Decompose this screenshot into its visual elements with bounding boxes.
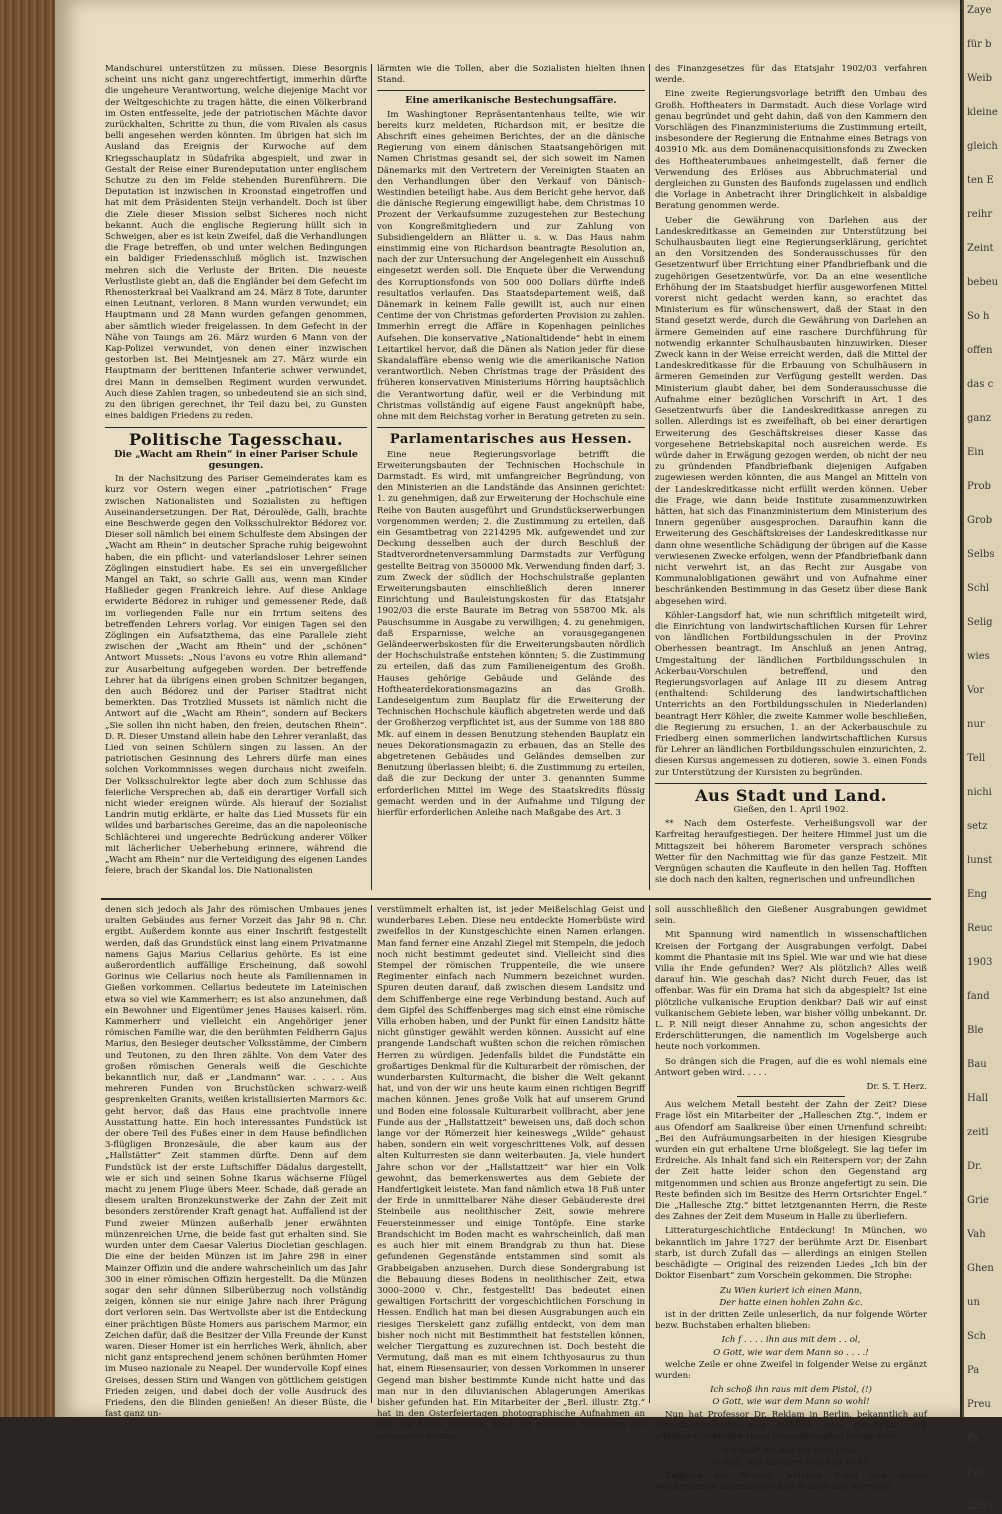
ergaenzung-paragraph: welche Zeile er ohne Zweifel in folgender Weise zu ergänzt wurden:	[655, 1359, 927, 1381]
next-page-fragment: un	[967, 1297, 980, 1308]
next-page-fragment: gleich	[967, 141, 998, 152]
next-page-fragment: Weib	[967, 73, 992, 84]
eisenbart-paragraph: Litteraturgeschichtliche Entdeckung! In München, wo bekanntlich im Jahre 1727 der berühmte Arzt Dr. Eisenbart starb, ist durch Zufall das — allerdings an einigen Stellen beschädigte — Original des reizenden Liedes „Ich bin der Doktor Eisenbart“ zum Vorschein gekommen. Die Strophe:	[655, 1226, 927, 1282]
next-page-fragment: lunst	[967, 855, 993, 866]
next-page-fragment: Selbs	[967, 549, 995, 560]
divider	[377, 427, 645, 428]
next-page-fragment: Pa	[967, 1365, 980, 1376]
next-page-fragment: So h	[967, 311, 990, 322]
spannung-paragraph: Mit Spannung wird namentlich in wissenschaftlichen Kreisen der Fortgang der Ausgrabungen verfolgt. Dabei kommt die Phantasie mit ins Spiel. Wie war und wie hat diese Villa ihr Ende gefunden? Wer? Als plötzlich? Alles weiß darauf hin. Wie geschah das? Nicht durch Feuer, das ist offenbar. Was für ein Drama hat sich da abgespielt? Ist eine plötzliche vulkanische Eruption denkbar? Daß wir auf einst vulkanischem Gebiete leben, war bisher völlig unbekannt. Dr. L. P. Nill neigt dieser Annahme zu, schon angesichts der Erderschütterungen, die namentlich im Vogelsberge auch heute noch vorkommen.	[655, 930, 927, 1053]
newspaper-page	[55, 0, 960, 1492]
amerika-paragraph: Im Washingtoner Repräsentantenhaus teilte, wie wir bereits kurz meldeten, Richardson mit, er besitze die Abschrift eines geheimen Berichtes, der an die dänische Regierung von einem dänischen Staatsangehörigen mit Namen Christmas gesandt sei, der sich soweit im Namen Dänemarks mit den Vertretern der Vereinigten Staaten an den Verhandlungen über den Verkauf von Dänisch-Westindien beteiligt habe. Aus dem Bericht gehe hervor, daß die dänische Regierung eingewilligt habe, dem Christmas 10 Prozent der Verkaufsumme zuzugestehen zur Bestechung von Kongreßmitgliedern und zur Zahlung von Subsidiengeldern an Blätter u. s. w. Das Haus nahm einstimmig eine von Richardson beantragte Resolution an, nach der zur Untersuchung der Angelegenheit ein Ausschuß eingesetzt werden soll. Die Enquete über die Verwendung des Korruptionsfonds von 500 000 Dollars dürfte indeß resultatlos verlaufen. Das Staatsdepartement weiß, daß Dänemark in keinem Falle gewillt ist, auch nur einen Centime der von Christmas geforderten Provision zu zahlen. Immerhin erregt die Affäre in Kopenhagen peinliches Aufsehen. Die konservative „Nationaltidende“ hebt in einem Leitartikel hervor, daß die Dänen als Nation jeder für diese Skandalaffäre ebenso wenig wie die amerikanische Nation verantwortlich. Neben Christmas trage der Präsident des früheren konservativen Ministeriums Hörring hauptsächlich die Verantwortung dafür, weil er die Verbindung mit Christmas vollständig auf eigene Faust angeknüpft habe, ohne mit dem Reichstag vorher in Beratung getreten zu sein.	[377, 109, 645, 423]
next-page-fragment: Grie	[967, 1195, 989, 1206]
divider	[737, 1096, 846, 1097]
next-page-fragment: Ein	[967, 447, 984, 458]
column-rule	[649, 905, 650, 1403]
next-page-fragment: Dr.	[967, 1161, 982, 1172]
next-page-fragment: Ble	[967, 1025, 984, 1036]
verse-line: Ich f . . . . ihn aus mit dem . . ol,	[721, 1335, 861, 1346]
roemische-villa-paragraph: denen sich jedoch als Jahr des römischen Umbaues jenes uralten Gebäudes aus ferner Vorzeit das Jahr 98 n. Chr. ergibt. Außerdem konnte aus einer Inschrift festgestellt werden, daß das Grundstück einst lang einem Privatmanne namens Gajus Marius Cellarius gehörte. Es ist eine außerordentlich auffällige Erscheinung, daß sowohl Gorinus wie Cellarius noch heute als Familiennamen in Gießen vorkommen. Cellarius bedeutete im Lateinischen etwa so viel wie Kammerherr; es ist also anzunehmen, daß ein Bewohner und Eigentümer jenes Hauses kaiserl. röm. Kammerherr und vielleicht ein Angehöriger jener römischen Familie war, die den berühmten Feldherrn Gajus Marius, den Besieger deutscher Volksstämme, der Cimbern und Teutonen, zu den Ihren zählte. Von dem Vater des großen römischen Generals weiß die Geschichte bekanntlich nur, daß er „Landmann“ war. . . . . Aus mehreren Funden von Bruchstücken schwarz-weiß gesprenkelten Granits, weißen kristallisierten Marmors &c. geht hervor, daß das Haus eine prachtvolle innere Ausstattung hatte. Ein hoch interessantes Fundstück ist der obere Teil des Fußes einer in dem Hause befindlichen 3-flügligen Bronzesäule, die aber kaum aus der „Hallstätter“ Zeit stammen dürfte. Denn auf dem Fundstück ist der erste Luftschiffer Dädalus dargestellt, wie er sich und seinen Sohne Ikarus wächserne Flügel macht zu jenem Fluge übers Meer. Schade, daß gerade an diesem uralten Bronzekunstwerke der Zahn der Zeit mit besonders zerstörender Kraft genagt hat. Auffallend ist der Fund zweier Münzen außerhalb jener erwähnten münzenreichen Urne, die beide fast gut erhalten sind. Sie wurden unter dem Caesar Valerius Diocletian geschlagen. Die eine der beiden Münzen ist im Jahre 298 in einer Mainzer Offizin und die andere wahrscheinlich um das Jahr 300 in einer römischen Offizin hergestellt. Da die Münzen sogar den sehr dünnen Silberüberzug noch vollständig zeigen, können sie nur einige Jahre nach ihrer Prägung dort verloren sein. Das Wertvollste aber ist die Entdeckung einer prächtigen Büste Homers aus parischem Marmor, ein Zeichen dafür, daß die Besitzer der Villa Freunde der Kunst waren. Dieser Homer ist ein herrliches Werk, ähnlich, aber nicht ganz entsprechend jenem schönen berühmten Homer im Museo nazionale zu Neapel. Der wundervolle Kopf eines Greises, dessen Stirn und Wangen von göttlichem geistigen Frieden zeigen, und dabei doch der volle Ausdruck des Friedens, den die Blinden genießen! An dieser Büste, die fast ganz un-	[105, 905, 367, 1420]
next-page-fragment: Prob	[967, 481, 991, 492]
next-page-fragment: das c	[967, 379, 994, 390]
bottom-column-2	[377, 905, 645, 1442]
next-page-fragment: bebeu	[967, 277, 999, 288]
book-spine-edge	[0, 0, 55, 1417]
verse-line: Ich schoß ihn raus mit dem Pistol, (!)	[710, 1385, 872, 1396]
next-page-fragment: Vor	[967, 685, 985, 696]
next-page-fragment: Grob	[967, 515, 993, 526]
verse-line: Ich spül' ihn aus mit dem Odol,	[723, 1446, 859, 1457]
next-page-fragment: reihr	[967, 209, 993, 220]
hessen-paragraph: Eine neue Regierungsvorlage betrifft die Erweiterungsbauten der Technischen Hochschule in Darmstadt. Es wird, mit umfangreicher Begründung, von den Ministerien an die Landstände das Ansinnen gerichtet: 1. zu genehmigen, daß zur Erweiterung der Hochschule eine Reihe von Bauten ausgeführt und Grundstückserwerbungen vorgenommen werden; 2. die Zustimmung zu erteilen, daß ein Gesamtbetrag von 2214295 Mk. aufgewendet und zur Deckung desselben auch der durch Beschluß der Stadtverordnetenversammlung Darmstadts zur Verfügung gestellte Beitrag von 350000 Mk. Verwendung finden darf; 3. zum Zweck der südlich der Hochschulstraße geplanten Erweiterungsbauten einschließlich deren innerer Einrichtung und Bauleistungskosten für das Etatsjahr 1902/03 die erste Baurate im Betrag von 558700 Mk. als Pauschsumme in Ausgabe zu verwilligen; 4. zu genehmigen, daß Ersparnisse, welche an vorausgegangenen Geländeerwerbskosten für die Erweiterungsbauten nördlich der Hochschulstraße entstehen könnten; 5. die Zustimmung zu erteilen, daß das zum Familieneigentum des Großh. Hauses gehörige Gebäude und Gelände des Hoftheaterdekorationsmagazins an das Großh. Landeseigentum zum Bauplatz für die Erweiterung der Technischen Hochschule käuflich abgetreten werde und daß der Großherzog verpflichtet ist, aus der Summe von 188 880 Mk. auf einem in dessen Benutzung stehenden Bauplatz ein neues Dekorationsmagazin zu erbauen, das an Stelle des abgetretenen Gebäudes und Geländes demselben zur Benutzung überlassen bleibt; 6. die Zustimmung zu erteilen, daß die zur Deckung der unter 3. genannten Summe erforderlichen Mittel im Wege des Staatskredits flüssig gemacht werden und in der Aufnahme und Tilgung der hierfür erforderlichen Anleihe nach Maßgabe des Art. 3	[377, 449, 645, 818]
article-title-wacht: Die „Wacht am Rhein“ in einer Pariser Schule gesungen.	[114, 448, 358, 471]
top-column-1	[105, 64, 367, 892]
top-column-2	[377, 64, 645, 892]
next-page-fragment: 2555	[967, 1501, 993, 1512]
section-title-politische: Politische Tagesschau.	[128, 429, 344, 449]
next-page-edge	[962, 0, 1002, 1512]
next-page-fragment: fand	[967, 991, 990, 1002]
next-page-fragment: Preu	[967, 1399, 991, 1410]
next-page-fragment: nur	[967, 719, 985, 730]
bottom-column-3	[655, 905, 927, 1492]
next-page-fragment: 1903	[967, 957, 993, 968]
zahnmittel-paragraph: Zugleich ein Beweis, welchen Rufes sich dieses weltberühmte Zahnmittel schon in alter Zeit erfreute!	[655, 1470, 927, 1492]
section-divider	[101, 898, 931, 900]
wacht-paragraph: In der Nachsitzung des Pariser Gemeinderates kam es kurz vor Ostern wegen einer „patriotischen“ Frage zwischen Nationalisten und Sozialisten zu heftigen Auseinandersetzungen. Der Rat, Déroulède, Galli, brachte eine Beschwerde gegen den Volksschulrektor Bédorez vor. Dieser soll nämlich bei einem Schulfeste dem Absingen der „Wacht am Rhein“ in deutscher Sprache ruhig beigewohnt haben, die ein pflicht- und vaterlandsloser Lehrer seinen Zöglingen einstudiert habe. Es sei ein unvergeßlicher Mangel an Takt, so schrie Galli aus, wenn man Kinder Haßlieder gegen Frankreich lehre. Auf diese Anklage erwiderte Bédorez in ruhiger und gemessener Rede, daß im vorliegenden Falle nur ein Irrtum seitens des betreffenden Lehrers vorlag. Vor einigen Tagen sei den Zöglingen ein Aufsatzthema, das eine Parallele zieht zwischen der „Wacht am Rhein“ und der „schönen“ Antwort Mussets: „Nous l'avons eu votre Rhin allemand“ zur Ausarbeitung aufgegeben worden. Der betreffende Lehrer hat da übrigens einen groben Schnitzer begangen, den auch Bédorez und der Pariser Stadtrat nicht bemerkten. Das Trotzlied Mussets ist nämlich nicht die Antwort auf die „Wacht am Rhein“, sondern auf Beckers „Sie sollen ihn nicht haben, den freien, deutschen Rhein“. D. R. Dieser Umstand allein habe den Lehrer veranlaßt, das Lied von seinen Schülern singen zu lassen. An der patriotischen Gesinnung des Lehrers dürfe man eines solchen Vorkommnisses wegen durchaus nicht zweifeln. Der Volksschulrektor legte aber doch zum Schlusse das feierliche Versprechen ab, daß ein derartiger Vorfall sich nicht wieder ereignen würde. Als hierauf der Sozialist Landrin mutig erklärte, er halte das Lied Mussets für ein wildes und barbarisches Gereime, das an die napoleonische Schlächterei und ungerechte Bedrückung anderer Völker mit lächerlicher Ueberhebung erinnere, während die „Wacht am Rhein“ nur die Verteidigung des eigenen Landes feiere, brach der Skandal los. Die Nationalisten	[105, 474, 367, 877]
next-page-fragment: Zaye	[967, 5, 992, 16]
next-page-fragment: Reuc	[967, 923, 993, 934]
reklam-paragraph: Nun hat Professor Dr. Reklam in Berlin, bekanntlich auf litteraturgeschichtlichem Gebiete eine Celebrität, mit offenbar glücklicher Hand folgendermaßen interpoliert:	[655, 1409, 927, 1442]
fragen-paragraph: So drängen sich die Fragen, auf die es wohl niemals eine Antwort geben wird. . . . .	[655, 1056, 927, 1078]
hoftheater-paragraph: Eine zweite Regierungsvorlage betrifft den Umbau des Großh. Hoftheaters in Darmstadt. Auch diese Vorlage wird genau begründet und geht dahin, daß von den Kammern den Vorschlägen des Finanzministeriums die Zustimmung erteilt, insbesondere der Regierung die Entnahme eines Betrags von 403910 Mk. aus dem Domänenacquisitionsfonds zu Zwecken des Hoftheaterumbaues anheimgestellt, daß ferner die Verwendung des Erlöses aus Abbruchmaterial und dergleichen zu Gunsten des Baufonds zugelassen und endlich die Vorlage in Anbetracht ihrer Dringlichkeit in alsbaldige Beratung genommen werde.	[655, 89, 927, 212]
next-page-fragment: Pap	[967, 1467, 986, 1478]
homerbueste-paragraph: verstümmelt erhalten ist, ist jeder Meißelschlag Geist und wunderbares Leben. Diese neu entdeckte Homerbüste wird zweifellos in der Kunstgeschichte einen Namen erlangen. Man fand ferner eine Anzahl Ziegel mit Stempeln, die jedoch noch nicht bestimmt gedeutet sind. Vielleicht sind dies Stempel der römischen Truppenteile, die wie unsere Regimenter einfach nach Nummern bezeichnet wurden. Spuren deuten darauf, daß zwischen diesem Landsitz und dem Schiffenberge eine rege Verbindung bestand. Auch auf dem Gipfel des Schiffenberges mag sich einst eine römische Villa erhoben haben, und der Punkt für einen Landsitz hätte nicht günstiger gewählt werden können. Aussicht auf eine prangende Landschaft wußten schon die reichen römischen Herren zu würdigen. Jedenfalls bildet die Fundstätte ein großartiges Denkmal für die Kulturarbeit der römischen, der wunderbarsten Kulturmacht, die bisher die Welt gekannt hat, und von der wir uns heute kaum einen richtigen Begriff machen können. Jenes große Volk hat auf unserem Grund und Boden eine folossale Kulturarbeit vollbracht, aber jene Funde aus der „Hallstattzeit“ beweisen uns, daß doch schon lange vor der Römerzeit hier keineswegs „Wilde“ gehaust haben, sondern ein weit vorgeschrittenes Volk, auf dessen alten Kulturresten sie dann weiterbauten. Ja, viele hundert Jahre schon vor der „Hallstattzeit“ war hier ein Volk gewohnt, das bemerkenswertes aus dem Gebiete der Handfertigkeit leistete. Man fand nämlich etwa 18 Fuß unter der Erde in unmittelbarer Nähe dieser Gebäudereste drei Steinbeile aus neolithischer Zeit, sowie mehrere Feuersteinmesser und einige Tontöpfe. Eine starke Brandschicht im Boden macht es wahrscheinlich, daß man es auch hier mit einem Brandgrab zu thun hat. Diese gefundenen Gegenstände entstammen sind somit als Grabbeigaben anzusehen. Durch diese Sondergrabung ist die Bebauung dieses Bodens in neolithischer Zeit, etwa 3000–2000 v. Chr., festgestellt! Das bedeutet einen gewaltigen Fortschritt der vorgeschichtlichen Forschung in Hessen. Endlich hat man bei diesen Ausgrabungen auch ein riesiges Tierskelett ganz zufällig entdeckt, von dem man bisher noch nicht mit Bestimmtheit hat feststellen können, welcher Tiergattung es zuzurechnen ist. Doch besteht die Vermutung, daß man es mit einem Ichthyosaurus zu thun hat, einem Riesensaurier, von dessen Vorkommen in unserer Gegend man bisher bestimmte Kunde nicht hatte und das man nur in den diluvianischen Ablagerungen Amerikas bisher gefunden hat. Ein Mitarbeiter der „Berl. illustr. Ztg.“ hat in den Osterfeiertagen photographische Aufnahmen an Ort und Stelle gemacht. Eine der nächsten Nummern des genannten Blattes	[377, 905, 645, 1442]
next-page-fragment: Pa	[967, 1433, 980, 1444]
next-page-fragment: Schl	[967, 583, 990, 594]
divider	[655, 783, 927, 784]
ausgrabungen-continuation: soll ausschließlich den Gießener Ausgrabungen gewidmet sein.	[655, 905, 927, 927]
next-page-fragment: Vah	[967, 1229, 986, 1240]
verse-line: Zu Wien kuriert ich einen Mann,	[719, 1285, 863, 1296]
section-title-hessen: Parlamentarisches aus Hessen.	[389, 432, 633, 448]
verse-line: O Gott, wie war dem Mann so wohl!	[712, 1458, 870, 1469]
next-page-fragment: für b	[967, 39, 992, 50]
next-page-fragment: ten E	[967, 175, 994, 186]
divider	[105, 427, 367, 428]
top-column-3	[655, 64, 927, 892]
next-page-fragment: setz	[967, 821, 988, 832]
next-page-fragment: zeitl	[967, 1127, 989, 1138]
next-page-fragment: nichi	[967, 787, 992, 798]
dateline: Gießen, den 1. April 1902.	[733, 805, 849, 815]
column-rule	[371, 905, 372, 1403]
verse-line: O Gott, wie war dem Mann so wohl!	[712, 1397, 870, 1408]
osterfest-paragraph: ** Nach dem Osterfeste. Verheißungsvoll war der Karfreitag heraufgestiegen. Der heitere Himmel just um die Mittagszeit bei höherem Barometer versprach schönes Wetter für den Nachmittag wie für das ganze Festzeit. Mit Vergnügen schauten die Kaufleute in den hellen Tag. Hofften sie doch nach den kalten, regnerischen und unfreundlichen	[655, 819, 927, 886]
landeskreditkasse-paragraph: Ueber die Gewährung von Darlehen aus der Landeskreditkasse an Gemeinden zur Unterstützung bei Schulhausbauten liegt eine Regierungserklärung, gerichtet an den Vorsitzenden des Sonderausschusses für den Gesetzentwurf über Errichtung einer Pfandbriefbank und die zugehörigen Gesetzentwürfe, vor. Da an eine wesentliche Erhöhung der im Staatsbudget hierfür ausgeworfenen Mittel vorerst nicht gedacht werden kann, so erachtet das Ministerium es für wünschenswert, daß der Staat in den Stand gesetzt werde, durch die Gewährung von Darlehen an ärmere Gemeinden auf eine raschere Durchführung für notwendig erkannter Schulhausbauten hinzuwirken. Dieser Zweck kann in der Weise erreicht werden, daß die Mittel der Landeskreditkasse für die Erbauung von Schulhäusern in ärmeren Gemeinden zur Verfügung gestellt werden. Das Ministerium glaubt daher, bei dem Sonderausschusse die Aufnahme einer bezüglichen Vorschrift in Art. 1 des Gesetzentwurfs über die Landeskreditkasse anregen zu sollen. Allerdings ist es zweifelhaft, ob bei einer derartigen Erweiterung des Geschäftskreises dieser Kasse das vorgesehene Betriebskapital noch ausreichen werde. Es würde daher in Erwägung gezogen werden, ob nicht der neu zu gründenden Pfandbriefbank diejenigen Aufgaben zugewiesen werden könnten, die aus Mangel an Mitteln von der Landeskreditkasse nicht erfüllt werden können. Ueber die Frage, wie dann beide Institute zusammenzuwirken hätten, hat sich das Finanzministerium dem Ministerium des Innern gegenüber ausgesprochen. Daraufhin kann die Erweiterung des Geschäftskreises der Landeskreditkasse nur dann ohne wesentliche Schädigung der übrigen auf die Kasse verwiesenen Zwecke erfolgen, wenn der Pfandbriefbank dann nicht verwehrt ist, an das Recht zur Ausgabe von Kommunalobligationen gewährt und von Aufnahme einer beschränkenden Bestimmung in das Gesetz über diese Bank abgesehen wird.	[655, 215, 927, 607]
finanzgesetz-continuation: des Finanzgesetzes für das Etatsjahr 1902/03 verfahren werde.	[655, 64, 927, 86]
next-page-fragments	[964, 0, 1002, 1514]
column-rule	[371, 64, 372, 890]
divider	[377, 90, 645, 91]
next-page-fragment: Zeint	[967, 243, 994, 254]
zahn-der-zeit-paragraph: Aus welchem Metall besteht der Zahn der Zeit? Diese Frage löst ein Mitarbeiter der „Halleschen Ztg.“, indem er aus Ofendorf am Saalkreise über einen Urnenfund schreibt: „Bei den Aufräumungsarbeiten in der hiesigen Kiesgrube wurden ein gut erhaltene Urne bloßgelegt. Sie lag tiefer im Erdreiche. Als Inhalt fand sich ein Reiterspern vor; der Zahn der Zeit hatte leider schon den Gegenstand arg mitgenommen und schien aus Bronze angefertigt zu sein. Die Reste befinden sich im Besitze des Herrn Ortsrichter Engel.“ Die „Hallesche Ztg.“ bittet letztgenannten Herrn, die Reste des Zahnes der Zeit dem Museum in Halle zu überliefern.	[655, 1100, 927, 1223]
unleserlich-paragraph: ist in der dritten Zeile unleserlich, da nur folgende Wörter bezw. Buchstaben erhalten blieben:	[655, 1309, 927, 1332]
next-page-fragment: Bau	[967, 1059, 987, 1070]
fortbildungsschulen-paragraph: Köhler-Langsdorf hat, wie nun schriftlich mitgeteilt wird, die Einrichtung von landwirtschaftlichen Kursen für Lehrer von ländlichen Fortbildungsschulen in der Provinz Oberhessen beantragt. Im Anschluß an jenen Antrag, Umgestaltung der ländlichen Fortbildungsschulen in Ackerbau-Vorschulen betreffend, und den Regierungsvorlagen auf Anlage III zu diesem Antrag (enthaltend: Schilderung des landwirtschaftlichen Unterrichts an den Fortbildungsschulen in Niederlanden) beantragt Herr Köhler, die zweite Kammer wolle beschließen, die Regierung zu ersuchen, 1. an der Ackerbauschule zu Friedberg einen sommerlichen landwirtschaftlichen Kursus für Lehrer an ländlichen Fortbildungsschulen einzurichten, 2. diesen Kursus angemessen zu dotieren, sowie 3. einen Fonds zur Unterstützung der Kursisten zu begründen.	[655, 610, 927, 778]
next-page-fragment: Selig	[967, 617, 993, 628]
next-page-fragment: Tell	[967, 753, 986, 764]
next-page-fragment: Hall	[967, 1093, 989, 1104]
article-title-amerika: Eine amerikanische Bestechungsaffäre.	[405, 95, 617, 107]
verse-line: O Gott, wie war dem Mann so . . . .!	[713, 1347, 869, 1358]
bottom-column-1	[105, 905, 367, 1420]
next-page-fragment: offen	[967, 345, 993, 356]
section-title-stadt-land: Aus Stadt und Land.	[695, 785, 887, 805]
next-page-fragment: kleine	[967, 107, 998, 118]
lead-continuation: lärmten wie die Tollen, aber die Sozialisten hielten ihnen Stand.	[377, 64, 645, 86]
next-page-fragment: ganz	[967, 413, 992, 424]
column-rule	[649, 64, 650, 890]
next-page-fragment: Eng	[967, 889, 988, 900]
next-page-fragment: Ghen	[967, 1263, 994, 1274]
verse-line: Der hatte einen hohlen Zahn &c.	[719, 1297, 863, 1308]
mandschurei-paragraph: Mandschurei unterstützen zu müssen. Diese Besorgnis scheint uns nicht ganz ungerechtfertigt, immerhin dürfte die ungeheure Verantwortung, welche diejenige Macht vor der Weltgeschichte zu tragen hätte, die einen Völkerbrand im Osten entfesselte, jede der patriotischen Mächte davor zurückhalten, Schritte zu thun, die vom Rivalen als casus belli angesehen werden könnten. Im übrigen hat sich im Ausland das Ereignis der Kurwoche auf dem Kriegsschauplatz in Südafrika abgespielt, und zwar in Gestalt der Reise einer Burendeputation unter englischem Schutze zu den im Felde stehenden Burenführern. Die Deputation ist inzwischen in Kroonstad eingetroffen und hat mit dem Präsidenten Steijn verhandelt. Doch ist über die Ziele dieser Mission selbst Sicheres noch nicht bekannt. Auch die englische Regierung hüllt sich in Schweigen, aber es ist kein Zweifel, daß die Verhandlungen die Frage betreffen, ob und unter welchen Bedingungen ein baldiger Friedensschluß möglich ist. Inzwischen mehren sich die Verluste der Briten. Die neueste Verlustliste giebt an, daß die Engländer bei dem Gefecht im Rhenosterkraal bei Vaalkrand am 24. März 8 Tote, darunter einen Leutnant, verloren. 8 Mann wurden verwundet; ein Hauptmann und 28 Mann wurden gefangen genommen, aber sämtlich wieder freigelassen. In dem Gefecht in der Nähe von Taungs am 26. März wurden 6 Mann von der Kap-Polizei verwundet, von denen einer inzwischen gestorben ist. Bei Meintjesnek am 27. März wurde ein Hauptmann der berittenen Infanterie schwer verwundet, drei Mann in demselben Regiment wurden verwundet. Auch diese Zahlen tragen, so unbedeutend sie an sich sind, zu den übrigen gerechnet, ihr Teil dazu bei, zu Gunsten eines baldigen Friedens zu reden.	[105, 64, 367, 422]
next-page-fragment: wies	[967, 651, 990, 662]
author-signature: Dr. S. T. Herz.	[866, 1082, 927, 1093]
next-page-fragment: Sch	[967, 1331, 986, 1342]
